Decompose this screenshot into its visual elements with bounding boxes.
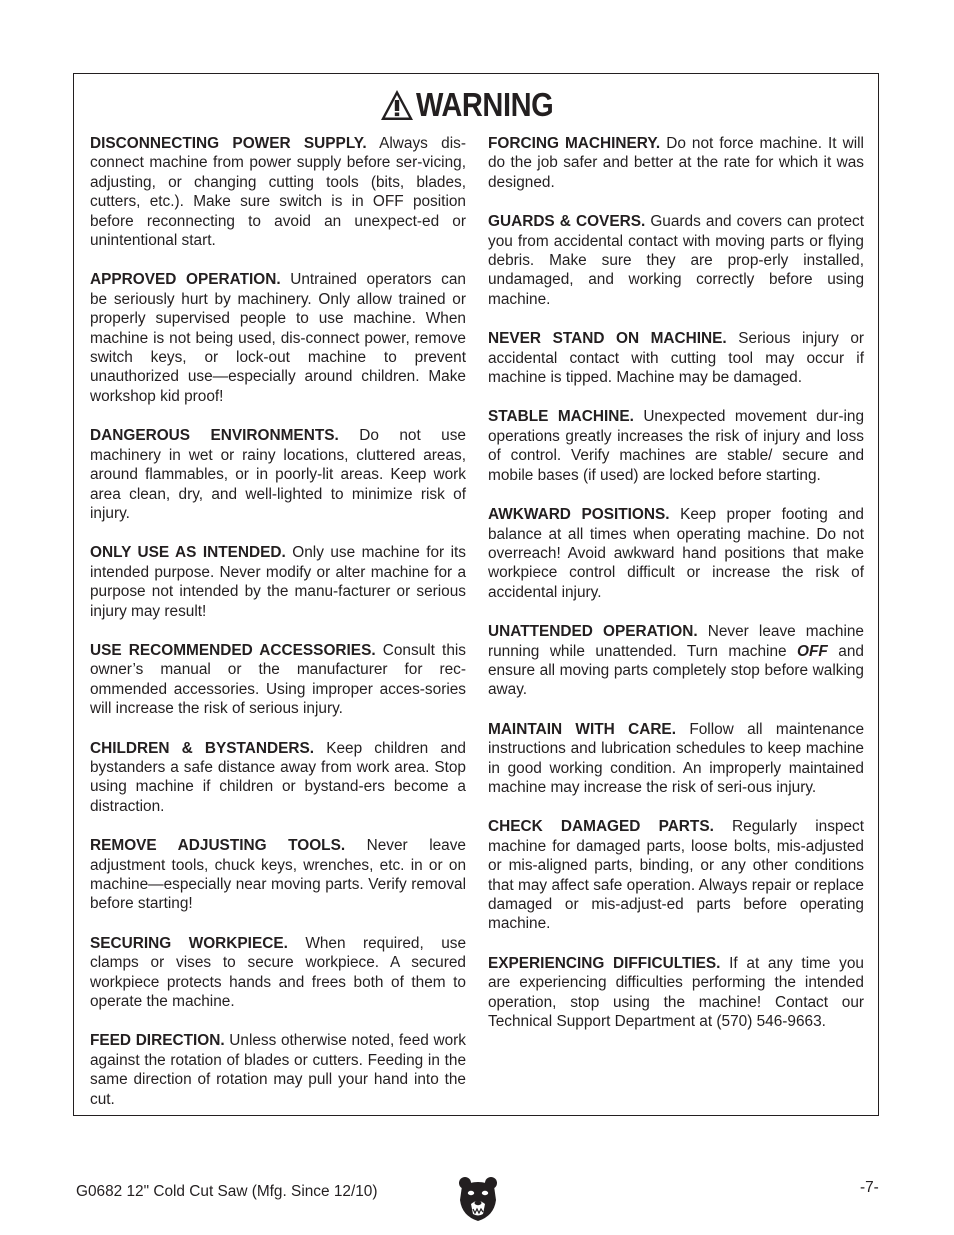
safety-item	[90, 739, 466, 817]
safety-item	[90, 934, 466, 1012]
item-text: Only use machine for its intended purpose. Never modify or alter machine for a purpose not intended by the manu-facturer or serious injury may result!	[90, 544, 466, 620]
item-text: Unexpected movement dur-ing operations greatly increases the risk of injury and loss of control. Verify machines are stable/ secure and mobile bases (if used) are locked before starting.	[488, 408, 864, 484]
item-text: Unless otherwise noted, feed work against the rotation of blades or cutters. Feeding in the same direction of rotation may pull your hand into the cut.	[90, 1032, 466, 1108]
bear-logo-icon	[458, 1176, 498, 1222]
item-title: GUARDS & COVERS.	[488, 213, 646, 231]
item-title: STABLE MACHINE.	[488, 408, 634, 426]
safety-item	[488, 212, 864, 309]
item-title: CHILDREN & BYSTANDERS.	[90, 739, 315, 757]
item-text: Never leave adjustment tools, chuck keys, wrenches, etc. in or on machine—especially near moving parts. Verify removal before starting!	[90, 837, 466, 913]
item-title: EXPERIENCING DIFFICULTIES.	[488, 954, 721, 972]
item-title: APPROVED OPERATION.	[90, 271, 281, 289]
item-title: DANGEROUS ENVIRONMENTS.	[90, 427, 339, 445]
item-title: FORCING MACHINERY.	[488, 135, 661, 152]
item-title: CHECK DAMAGED PARTS.	[488, 818, 714, 836]
warning-title: WARNING	[416, 86, 554, 123]
item-text: Guards and covers can protect you from accidental contact with moving parts or flying debris. Make sure they are prop-erly installed, undamaged, and working correctly before using machine.	[488, 213, 864, 308]
item-text: Always dis-connect machine from power supply before ser-vicing, adjusting, or changing cutting tools (bits, blades, cutters, etc.). Make sure switch is in OFF position before reconnecting to avoid an unexpect-ed or unintentional start.	[90, 135, 466, 250]
item-title: REMOVE ADJUSTING TOOLS.	[90, 837, 346, 855]
warning-heading	[74, 88, 878, 128]
safety-item	[90, 1031, 466, 1109]
item-title: AWKWARD POSITIONS.	[488, 506, 670, 524]
safety-item	[488, 720, 864, 798]
item-title: UNATTENDED OPERATION.	[488, 623, 698, 641]
item-title: ONLY USE AS INTENDED.	[90, 544, 286, 562]
item-title: NEVER STAND ON MACHINE.	[488, 330, 727, 348]
safety-item	[488, 505, 864, 602]
item-text: Follow all maintenance instructions and lubrication schedules to keep machine in good working condition. An improperly maintained machine may increase the risk of seri-ous injury.	[488, 720, 864, 796]
item-text: Consult this owner’s manual or the manufacturer for rec-ommended accessories. Using improper acces-sories will increase the risk of serious injury.	[90, 641, 467, 718]
item-title: SECURING WORKPIECE.	[90, 934, 288, 952]
footer-model: G0682 12" Cold Cut Saw (Mfg. Since 12/10)	[76, 1183, 378, 1200]
left-column	[90, 134, 466, 1129]
warning-box	[73, 73, 879, 1116]
item-text: Keep children and bystanders a safe distance away from work area. Stop using machine if children or bystand-ers become a distraction.	[90, 739, 466, 815]
item-title: FEED DIRECTION.	[90, 1032, 225, 1050]
off-emphasis: OFF	[797, 642, 828, 660]
safety-item	[90, 641, 466, 719]
item-text: Regularly inspect machine for damaged parts, loose bolts, mis-adjusted or mis-aligned parts, binding, or any other conditions that may affect safe operation. Always repair or replace damaged or mis-adjust-ed parts before operating machine.	[488, 818, 864, 933]
safety-item	[90, 134, 466, 250]
item-title: MAINTAIN WITH CARE.	[488, 720, 676, 738]
safety-item	[488, 954, 864, 1032]
safety-item	[488, 407, 864, 485]
item-text: Do not use machinery in wet or rainy locations, cluttered areas, around flammables, or in poorly-lit areas. Keep work area clean, dry, and well-lighted to minimize risk of injury.	[90, 427, 466, 522]
safety-item	[90, 836, 466, 914]
safety-item	[90, 270, 466, 406]
item-text: Serious injury or accidental contact with cutting tool may occur if machine is tipped. Machine may be damaged.	[488, 330, 864, 387]
item-text: and ensure all moving parts completely stop before walking away.	[488, 642, 864, 699]
item-text: Untrained operators can be seriously hurt by machinery. Only allow trained or properly supervised people to use machine. When machine is not being used, dis-connect power, remove switch keys, or lock-out machine to prevent unauthorized use—especially around children. Make workshop kid proof!	[90, 271, 466, 405]
safety-item	[90, 543, 466, 621]
item-text: Do not force machine. It will do the job safer and better at the rate for which it was designed.	[488, 135, 864, 191]
item-text: Never leave machine running while unattended. Turn machine	[488, 623, 864, 660]
item-text: If at any time you are experiencing difficulties performing the intended operation, stop using the machine! Contact our Technical Support Department at (570) 546-9663.	[488, 954, 864, 1031]
warning-triangle-icon	[380, 89, 414, 121]
safety-item	[488, 622, 864, 700]
item-text: Keep proper footing and balance at all times when operating machine. Do not overreach! Avoid awkward hand positions that make workpiece control difficult or increase the risk of accidental injury.	[488, 506, 864, 601]
safety-item	[488, 817, 864, 933]
safety-item	[90, 426, 466, 523]
right-column	[488, 134, 864, 1051]
safety-item	[488, 134, 864, 192]
page-number: -7-	[860, 1179, 879, 1196]
item-text: When required, use clamps or vises to secure workpiece. A secured workpiece protects hands and frees both of them to operate the machine.	[90, 934, 467, 1011]
item-title: DISCONNECTING POWER SUPPLY.	[90, 135, 367, 152]
item-title: USE RECOMMENDED ACCESSORIES.	[90, 641, 376, 659]
safety-item	[488, 329, 864, 387]
